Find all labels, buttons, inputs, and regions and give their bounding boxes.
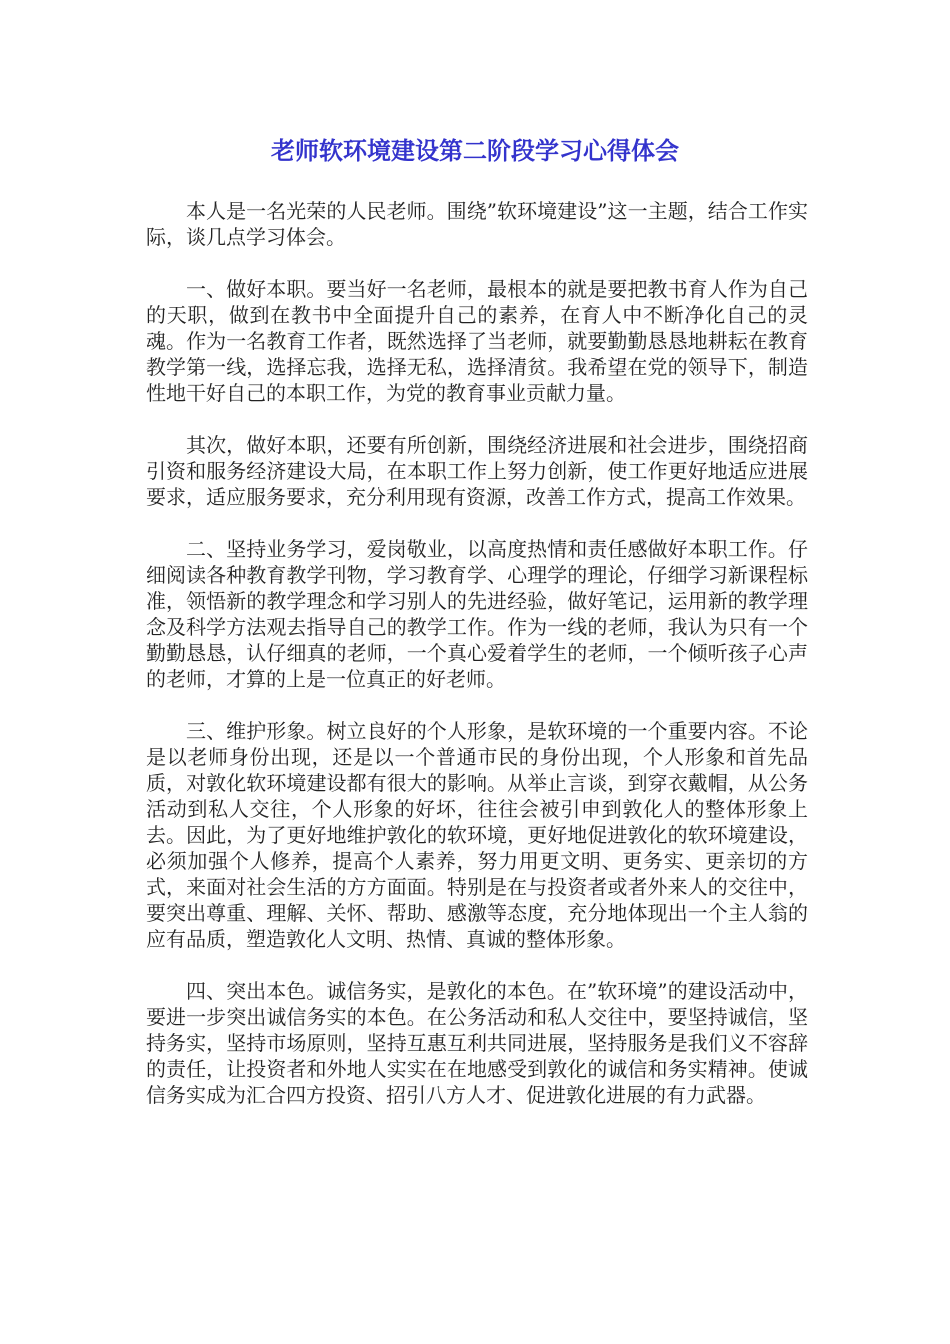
paragraph-section-four: 四、突出本色。诚信务实，是敦化的本色。在”软环境”的建设活动中，要进一步突出诚信务实的本色。在公务活动和私人交往中，要坚持诚信，坚持务实，坚持市场原则，坚持互惠互利共同进展，坚持服务是我们义不容辞的责任，让投资者和外地人实实在在地感受到敦化的诚信和务实精神。使诚信务实成为汇合四方投资、招引八方人才、促进敦化进展的有力武器。 xyxy=(146,979,808,1107)
paragraph-section-two: 二、坚持业务学习，爱岗敬业，以高度热情和责任感做好本职工作。仔细阅读各种教育教学刊物，学习教育学、心理学的理论，仔细学习新课程标准，领悟新的教学理念和学习别人的先进经验，做好笔记，运用新的教学理念及科学方法观去指导自己的教学工作。作为一线的老师，我认为只有一个勤勤恳恳，认仔细真的老师，一个真心爱着学生的老师，一个倾听孩子心声的老师，才算的上是一位真正的好老师。 xyxy=(146,537,808,691)
document-body xyxy=(146,198,808,1134)
paragraph-section-one: 一、做好本职。要当好一名老师，最根本的就是要把教书育人作为自己的天职，做到在教书中全面提升自己的素养，在育人中不断净化自己的灵魂。作为一名教育工作者，既然选择了当老师，就要勤勤恳恳地耕耘在教育教学第一线，选择忘我，选择无私，选择清贫。我希望在党的领导下，制造性地干好自己的本职工作，为党的教育事业贡献力量。 xyxy=(146,277,808,405)
document-title: 老师软环境建设第二阶段学习心得体会 xyxy=(271,137,679,165)
paragraph-intro: 本人是一名光荣的人民老师。围绕”软环境建设”这一主题，结合工作实际，谈几点学习体会。 xyxy=(146,199,808,249)
paragraph-secondly: 其次，做好本职，还要有所创新，围绕经济进展和社会进步，围绕招商引资和服务经济建设大局，在本职工作上努力创新，使工作更好地适应进展要求，适应服务要求，充分利用现有资源，改善工作方式，提高工作效果。 xyxy=(146,433,808,509)
paragraph-section-three: 三、维护形象。树立良好的个人形象，是软环境的一个重要内容。不论是以老师身份出现，还是以一个普通市民的身份出现，个人形象和首先品质，对敦化软环境建设都有很大的影响。从举止言谈，到穿衣戴帽，从公务活动到私人交往，个人形象的好坏，往往会被引申到敦化人的整体形象上去。因此，为了更好地维护敦化的软环境，更好地促进敦化的软环境建设，必须加强个人修养，提高个人素养，努力用更文明、更务实、更亲切的方式，来面对社会生活的方方面面。特别是在与投资者或者外来人的交往中，要突出尊重、理解、关怀、帮助、感激等态度，充分地体现出一个主人翁的应有品质，塑造敦化人文明、热情、真诚的整体形象。 xyxy=(146,719,808,951)
